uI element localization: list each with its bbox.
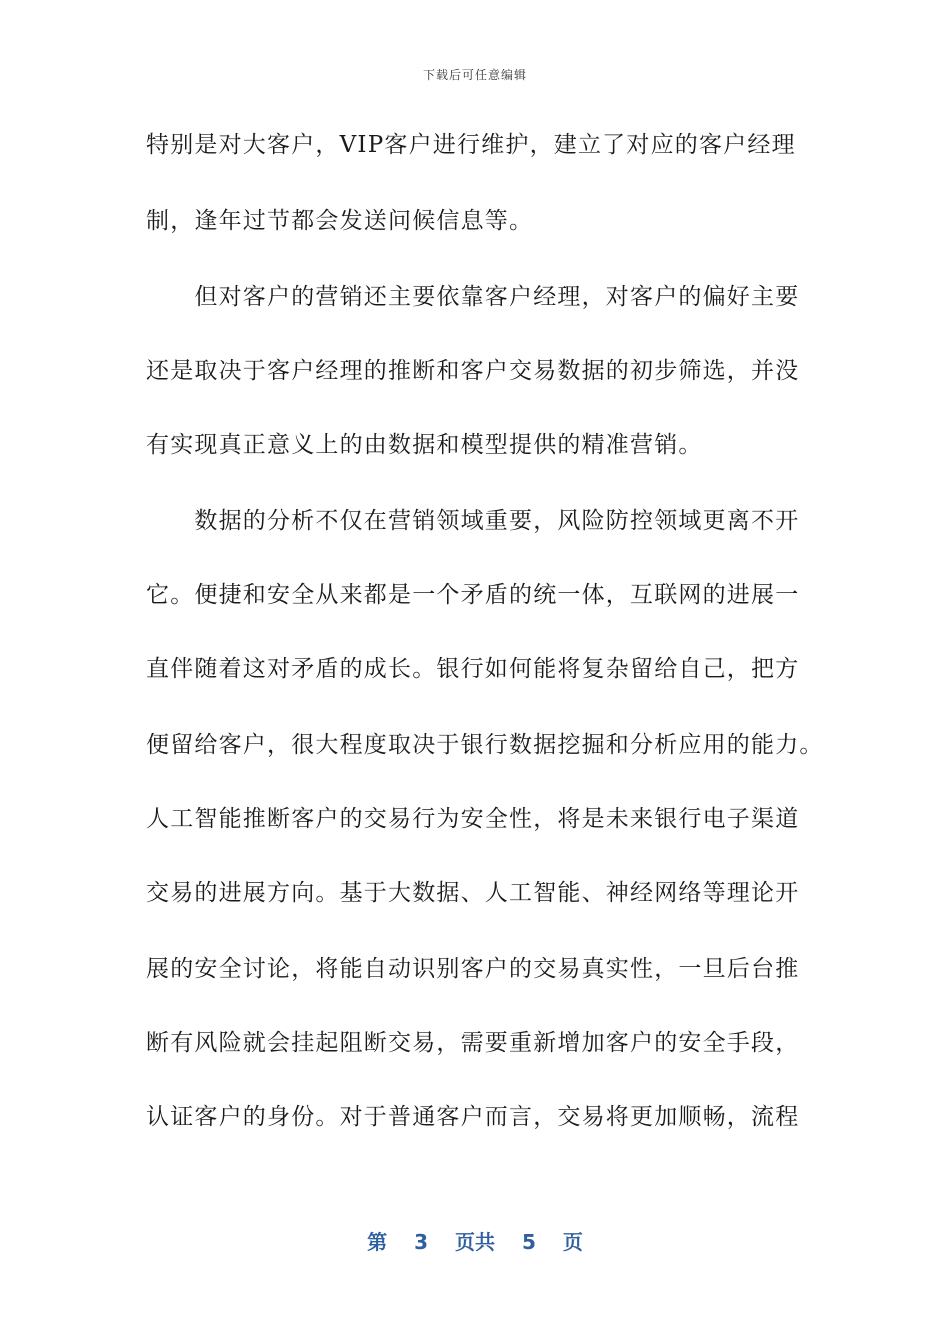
page-header: 下载后可任意编辑 (422, 68, 527, 82)
body-line: 人工智能推断客户的交易行为安全性，将是未来银行电子渠道 (146, 806, 800, 832)
page-footer (0, 1226, 950, 1255)
footer-total-pages: 5 (521, 1230, 536, 1254)
body-line: 有实现真正意义上的由数据和模型提供的精准营销。 (146, 432, 703, 458)
footer-page-number: 3 (414, 1230, 429, 1254)
body-line: 断有风险就会挂起阻断交易，需要重新增加客户的安全手段， (146, 1030, 800, 1056)
body-line: 但对客户的营销还主要依靠客户经理，对客户的偏好主要 (146, 284, 800, 310)
body-line: 它。便捷和安全从来都是一个矛盾的统一体，互联网的进展一 (146, 582, 800, 608)
footer-middle: 页共 (455, 1230, 495, 1254)
body-line: 展的安全讨论，将能自动识别客户的交易真实性，一旦后台推 (146, 956, 800, 982)
body-line: 直伴随着这对矛盾的成长。银行如何能将复杂留给自己，把方 (146, 656, 800, 682)
footer-prefix: 第 (367, 1230, 388, 1254)
body-line: 数据的分析不仅在营销领域重要，风险防控领域更离不开 (146, 508, 800, 534)
body-line: 还是取决于客户经理的推断和客户交易数据的初步筛选，并没 (146, 358, 800, 384)
footer-suffix: 页 (562, 1230, 583, 1254)
body-line: 制，逢年过节都会发送问候信息等。 (146, 208, 534, 234)
body-line: 交易的进展方向。基于大数据、人工智能、神经网络等理论开 (146, 880, 800, 906)
body-line: 认证客户的身份。对于普通客户而言，交易将更加顺畅，流程 (146, 1104, 800, 1130)
body-line: 特别是对大客户，VIP客户进行维护，建立了对应的客户经理 (146, 132, 796, 158)
body-line: 便留给客户，很大程度取决于银行数据挖掘和分析应用的能力。 (146, 732, 824, 758)
